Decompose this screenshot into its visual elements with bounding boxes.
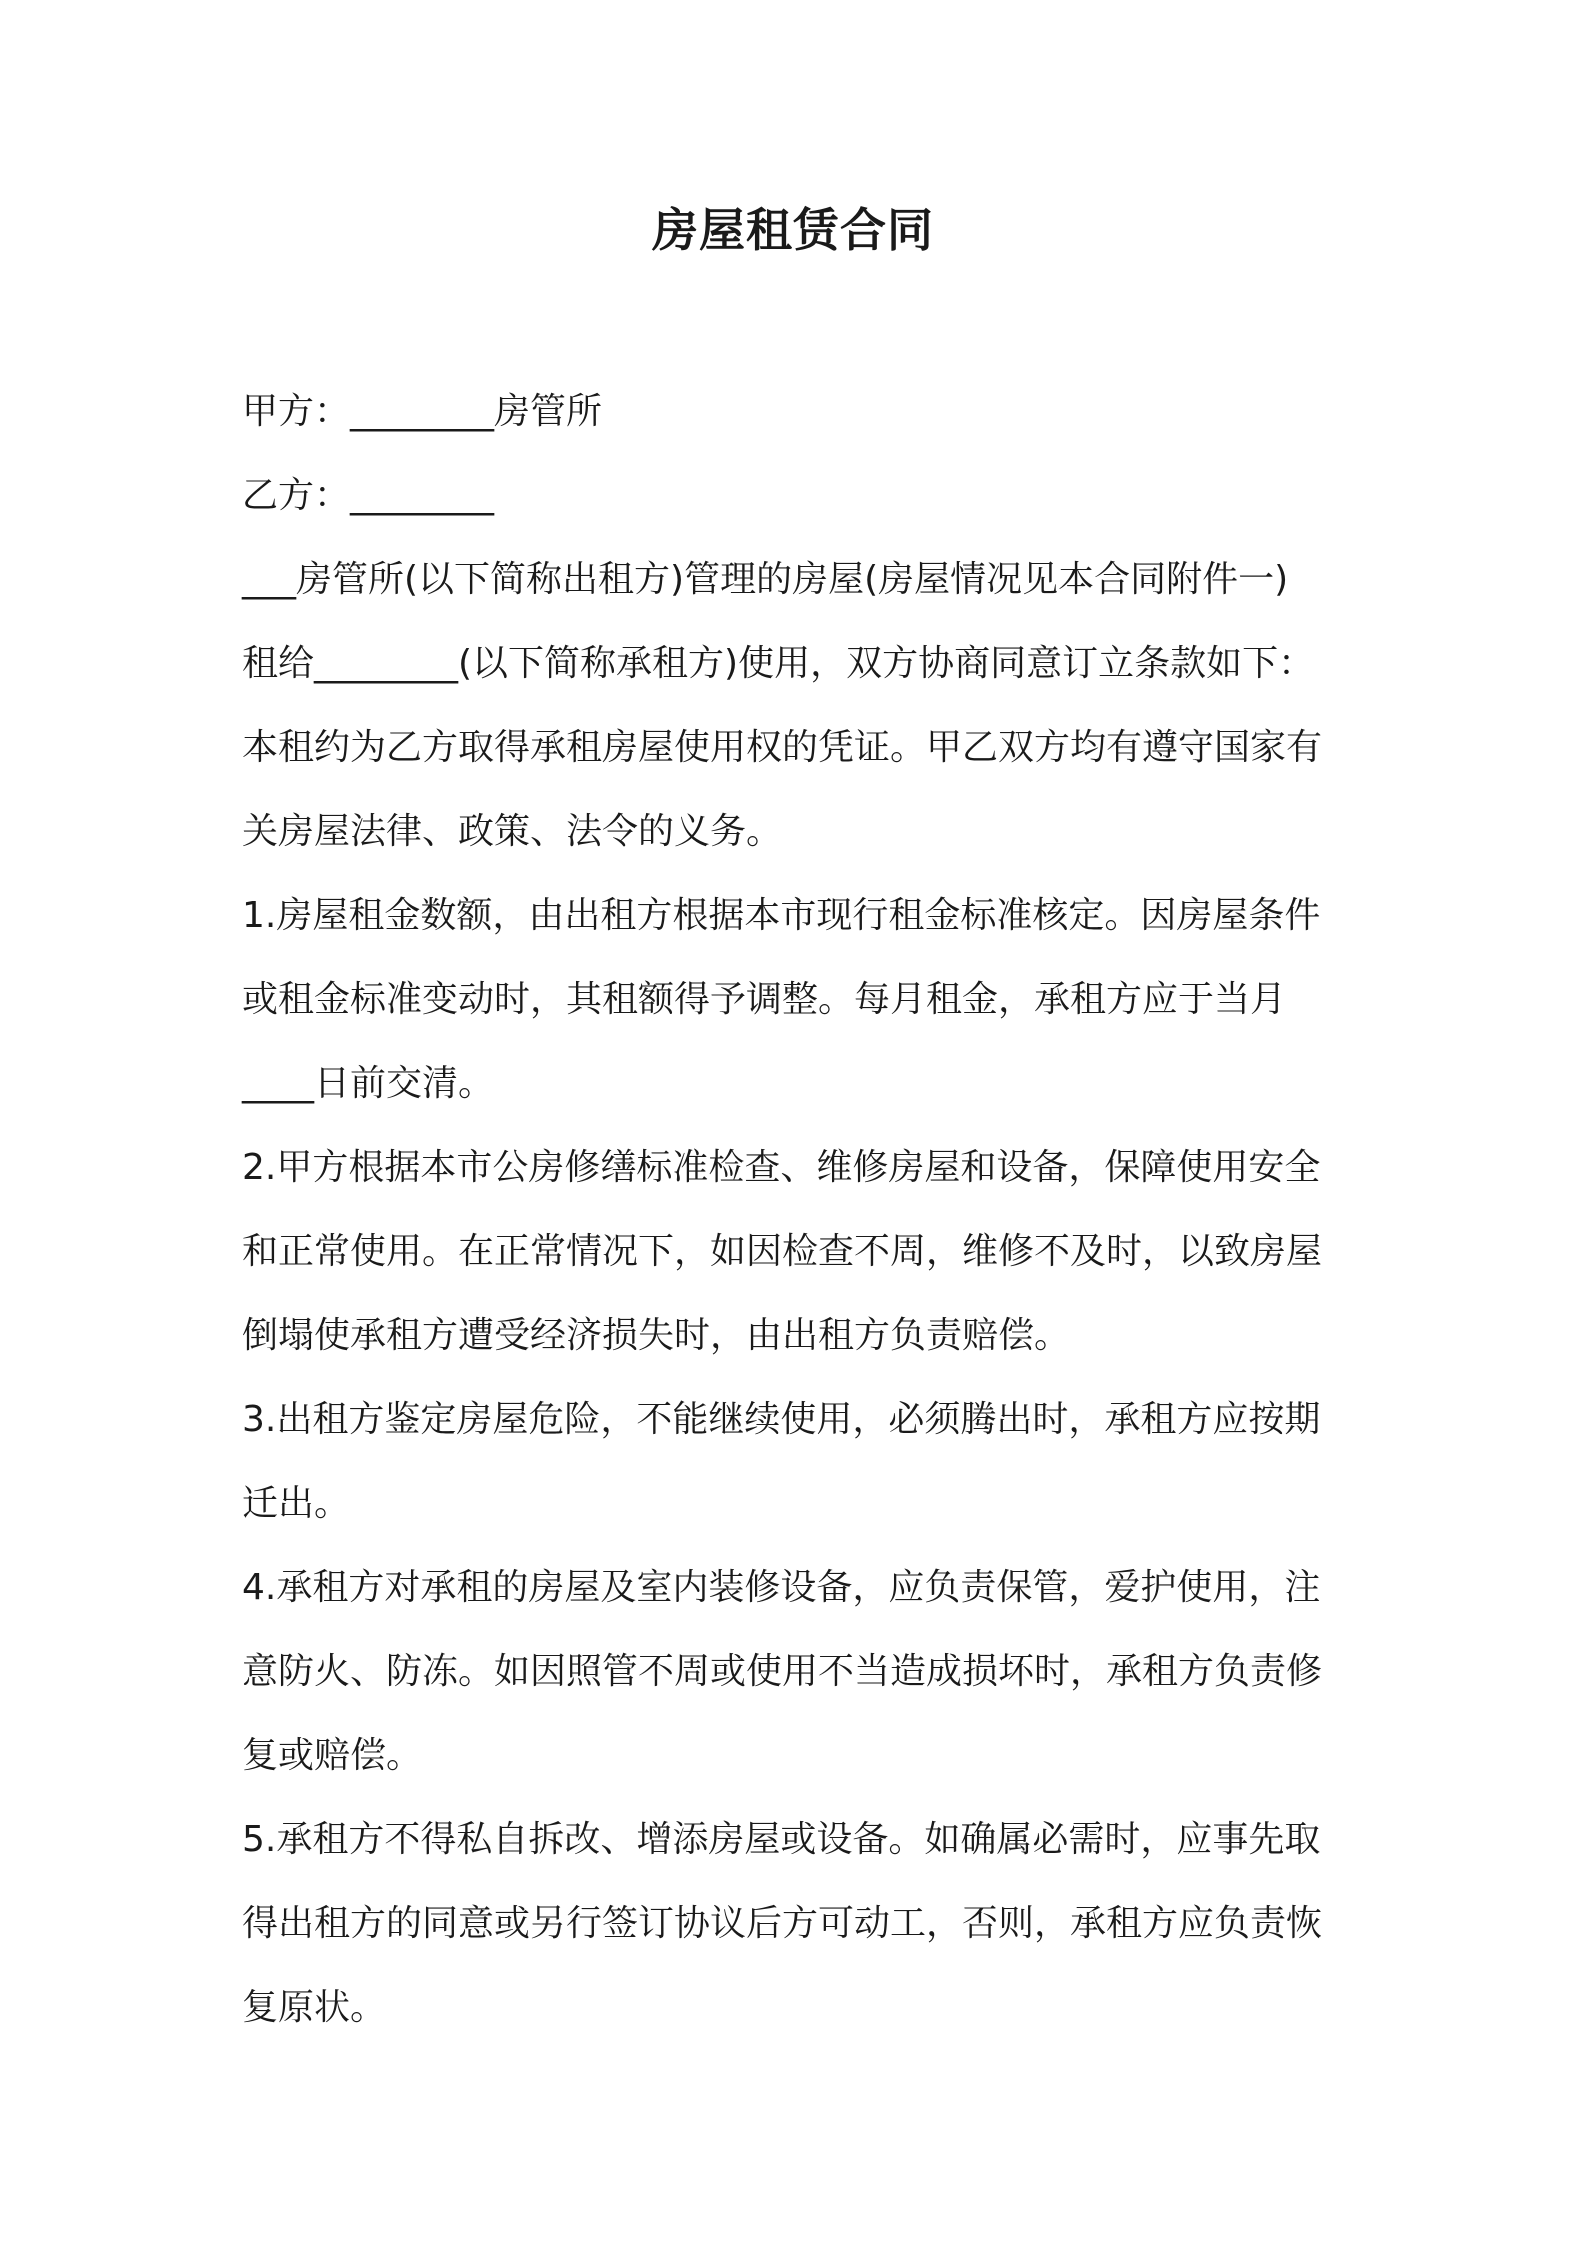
clause-line: 复或赔偿。 [242,1735,423,1776]
document-title: 房屋租赁合同 [652,203,934,257]
clause-5 [242,1798,1362,2050]
clause-line: 和正常使用。在正常情况下，如因检查不周，维修不及时，以致房屋 [242,1231,1323,1272]
party-a-line: 甲方：________房管所 [242,391,603,432]
intro-line: 关房屋法律、政策、法令的义务。 [242,811,783,852]
document-body [242,370,1362,2050]
intro-paragraph [242,538,1362,874]
clause-line: 或租金标准变动时，其租额得予调整。每月租金，承租方应于当月 [242,979,1287,1020]
clause-line: 倒塌使承租方遭受经济损失时，由出租方负责赔偿。 [242,1315,1071,1356]
clause-line: 2.甲方根据本市公房修缮标准检查、维修房屋和设备，保障使用安全 [242,1147,1321,1188]
clause-line: 复原状。 [242,1987,387,2028]
clause-line: 得出租方的同意或另行签订协议后方可动工，否则，承租方应负责恢 [242,1903,1323,1944]
clause-line: 1.房屋租金数额，由出租方根据本市现行租金标准核定。因房屋条件 [242,895,1321,936]
clause-line: 3.出租方鉴定房屋危险，不能继续使用，必须腾出时，承租方应按期 [242,1399,1321,1440]
clause-line: 4.承租方对承租的房屋及室内装修设备，应负责保管，爱护使用，注 [242,1567,1321,1608]
clause-line: 意防火、防冻。如因照管不周或使用不当造成损坏时，承租方负责修 [242,1651,1323,1692]
clause-line: 5.承租方不得私自拆改、增添房屋或设备。如确属必需时，应事先取 [242,1819,1321,1860]
intro-line: 租给________(以下简称承租方)使用，双方协商同意订立条款如下： [242,643,1315,684]
clause-3 [242,1378,1362,1546]
clause-4 [242,1546,1362,1798]
intro-line: ___房管所(以下简称出租方)管理的房屋(房屋情况见本合同附件一) [242,559,1289,600]
intro-line: 本租约为乙方取得承租房屋使用权的凭证。甲乙双方均有遵守国家有 [242,727,1323,768]
clause-2 [242,1126,1362,1378]
clause-1 [242,874,1362,1126]
party-b-line: 乙方：________ [242,475,495,516]
clause-line: ____日前交清。 [242,1063,495,1104]
clause-line: 迁出。 [242,1483,351,1524]
